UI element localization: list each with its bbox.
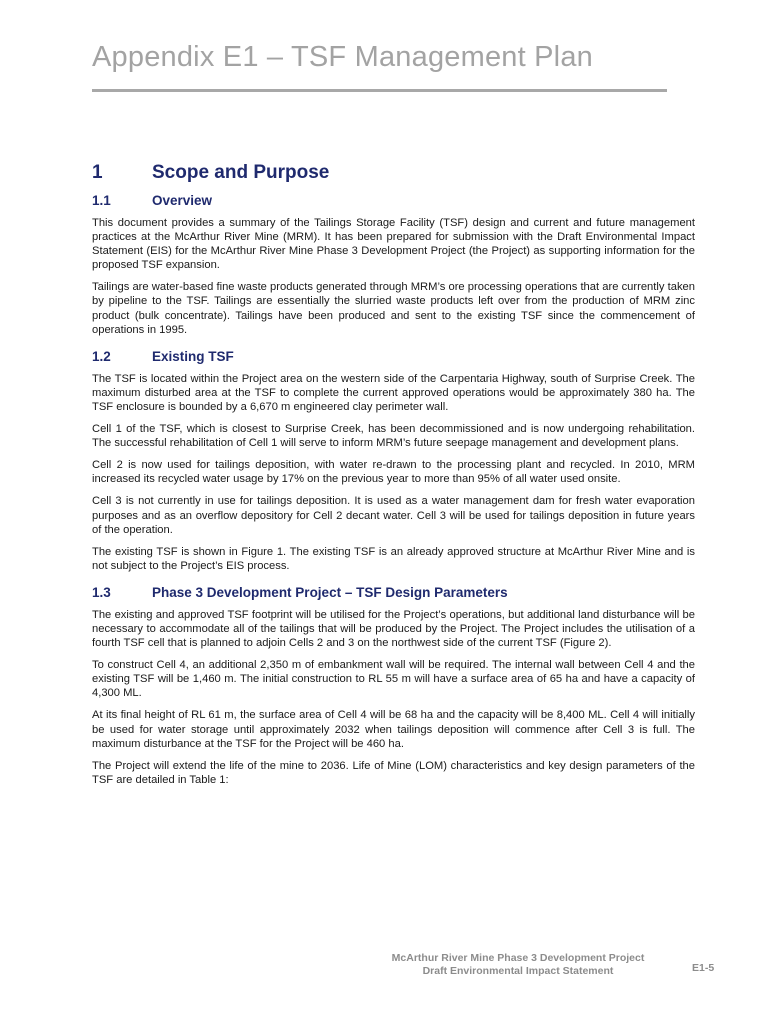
subsection-heading-existing-tsf <box>92 349 695 364</box>
footer-line-project: McArthur River Mine Phase 3 Development Project <box>391 952 645 964</box>
paragraph: The Project will extend the life of the mine to 2036. Life of Mine (LOM) characteristics and key design parameters of the TSF are detailed in Table 1: <box>92 759 695 786</box>
subsection-heading-overview <box>92 193 695 208</box>
paragraph: The existing TSF is shown in Figure 1. The existing TSF is an already approved structure at McArthur River Mine and is not subject to the Project’s EIS process. <box>92 545 695 572</box>
subsection-title: Phase 3 Development Project – TSF Design Parameters <box>152 584 508 600</box>
footer-project-info <box>370 952 666 978</box>
subsection-number: 1.1 <box>92 193 111 208</box>
subsection-heading-design-parameters <box>92 585 695 600</box>
paragraph: Tailings are water-based fine waste products generated through MRM’s ore processing operations that are currently taken by pipeline to the TSF. Tailings are essentially the slurried waste products left over from the production of MRM zinc product (bulk concentrate). Tailings have been produced and sent to the existing TSF since the commencement of operations in 1995. <box>92 281 695 336</box>
paragraph: This document provides a summary of the Tailings Storage Facility (TSF) design and current and future management practices at the McArthur River Mine (MRM). It has been prepared for submission with the Draft Environmental Impact Statement (EIS) for the McArthur River Mine Phase 3 Development Project (the Project) as supporting information for the proposed TSF expansion. <box>92 217 695 272</box>
paragraph: Cell 2 is now used for tailings deposition, with water re-drawn to the processing plant and recycled. In 2010, MRM increased its recycled water usage by 17% on the previous year to more than 95% of all water used onsite. <box>92 459 695 486</box>
paragraph: The TSF is located within the Project area on the western side of the Carpentaria Highway, south of Surprise Creek. The maximum disturbed area at the TSF to complete the current approved operations would be approximately 380 ha. The TSF enclosure is bounded by a 6,670 m engineered clay perimeter wall. <box>92 372 695 413</box>
document-body <box>92 162 695 795</box>
page-number: E1-5 <box>692 962 715 974</box>
header-divider <box>92 89 667 92</box>
subsection-title: Overview <box>152 193 213 208</box>
subsection-title: Existing TSF <box>152 348 234 364</box>
section-heading <box>92 162 695 184</box>
paragraph: At its final height of RL 61 m, the surface area of Cell 4 will be 68 ha and the capacity will be 8,400 ML. Cell 4 will initially be used for water storage until approximately 2032 when tailings deposition will commence after Cell 3 is full. The maximum disturbance at the TSF for the Project will be 460 ha. <box>92 709 695 750</box>
section-title: Scope and Purpose <box>152 162 330 183</box>
subsection-number: 1.3 <box>92 584 111 600</box>
subsection-number: 1.2 <box>92 348 111 364</box>
section-number: 1 <box>92 162 103 183</box>
paragraph: Cell 1 of the TSF, which is closest to Surprise Creek, has been decommissioned and is now undergoing rehabilitation. The successful rehabilitation of Cell 1 will serve to inform MRM’s future seepage management and development plans. <box>92 423 695 450</box>
paragraph: The existing and approved TSF footprint will be utilised for the Project’s operations, but additional land disturbance will be necessary to accommodate all of the tailings that will be produced by the Project. The Project includes the utilisation of a fourth TSF cell that is planned to adjoin Cells 2 and 3 on the northwest side of the current TSF (Figure 2). <box>92 608 695 650</box>
paragraph: To construct Cell 4, an additional 2,350 m of embankment wall will be required. The internal wall between Cell 4 and the existing TSF will be 1,460 m. The initial construction to RL 55 m will have a surface area of 65 ha and have a capacity of 4,300 ML. <box>92 659 695 700</box>
footer-line-eis: Draft Environmental Impact Statement <box>422 965 614 977</box>
page-header-title: Appendix E1 – TSF Management Plan <box>92 41 593 73</box>
paragraph: Cell 3 is not currently in use for tailings deposition. It is used as a water management dam for fresh water evaporation purposes and as an overflow depository for Cell 2 decant water. Cell 3 will be used for tailings deposition in future years of the operation. <box>92 495 695 536</box>
